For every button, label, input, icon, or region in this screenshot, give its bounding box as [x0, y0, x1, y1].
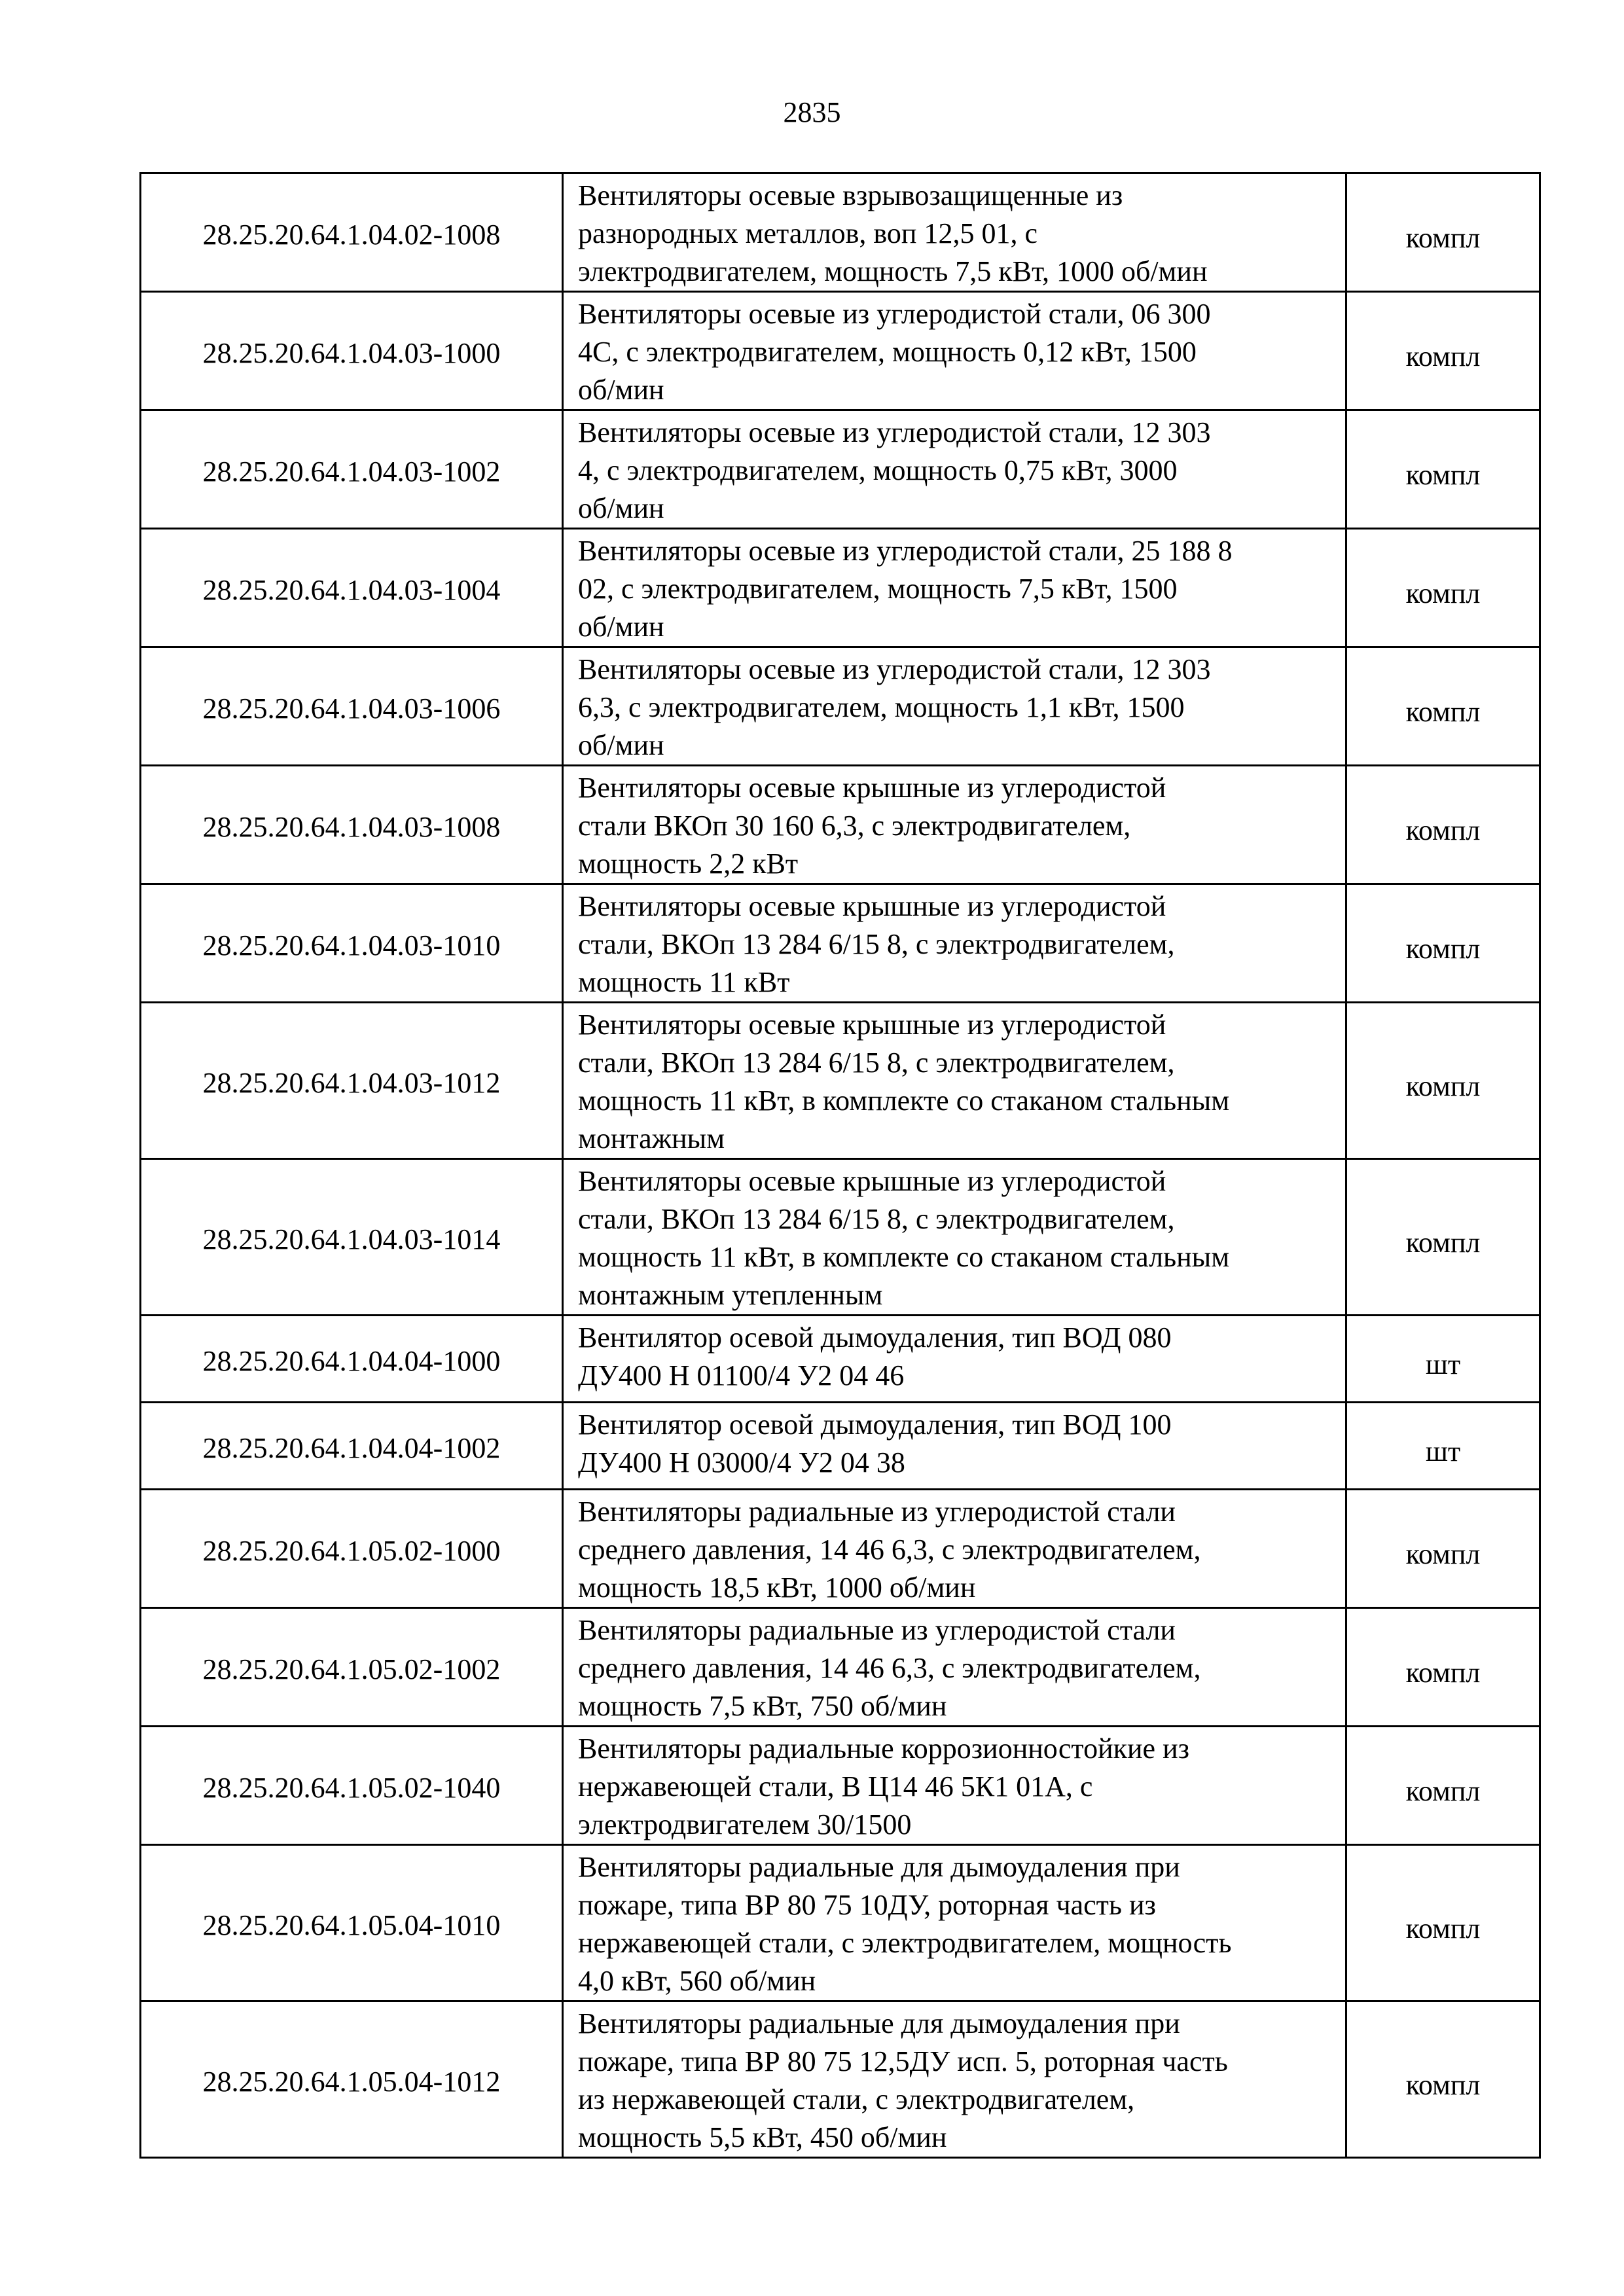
table-row [141, 529, 1540, 647]
resource-description [563, 1727, 1346, 1845]
table-row [141, 1159, 1540, 1316]
description-line: среднего давления, 14 46 6,3, с электродвигателем, [578, 1534, 1201, 1566]
description-line: пожаре, типа ВР 80 75 12,5ДУ исп. 5, роторная часть [578, 2045, 1228, 2077]
description-line: ДУ400 Н 03000/4 У2 04 38 [578, 1446, 905, 1479]
table-row [141, 1403, 1540, 1490]
resource-description [563, 2001, 1346, 2158]
description-line: 4,0 кВт, 560 об/мин [578, 1965, 816, 1997]
resource-description [563, 1845, 1346, 2001]
resource-code: 28.25.20.64.1.04.03-1014 [141, 1159, 563, 1316]
description-line: стали ВКОп 30 160 6,3, с электродвигателем, [578, 810, 1131, 842]
unit-of-measure: компл [1346, 1727, 1540, 1845]
description-line: электродвигателем 30/1500 [578, 1808, 912, 1840]
resource-description [563, 529, 1346, 647]
table-row [141, 647, 1540, 766]
table-row [141, 1845, 1540, 2001]
resource-description [563, 410, 1346, 529]
table-row [141, 292, 1540, 410]
unit-of-measure: компл [1346, 884, 1540, 1003]
resource-code: 28.25.20.64.1.04.03-1008 [141, 766, 563, 884]
description-line: Вентиляторы радиальные для дымоудаления при [578, 2007, 1180, 2039]
table-row [141, 1608, 1540, 1727]
description-line: Вентиляторы осевые из углеродистой стали, 25 188 8 [578, 535, 1233, 567]
table-row [141, 173, 1540, 292]
resource-code: 28.25.20.64.1.05.02-1040 [141, 1727, 563, 1845]
description-line: 4, с электродвигателем, мощность 0,75 кВт, 3000 [578, 454, 1178, 486]
resource-code: 28.25.20.64.1.04.03-1002 [141, 410, 563, 529]
resource-code: 28.25.20.64.1.04.04-1000 [141, 1316, 563, 1403]
resource-description [563, 1490, 1346, 1608]
table-row [141, 1003, 1540, 1159]
description-line: Вентиляторы радиальные из углеродистой стали [578, 1496, 1176, 1528]
unit-of-measure: шт [1346, 1316, 1540, 1403]
page-number: 2835 [783, 96, 841, 128]
description-line: Вентилятор осевой дымоудаления, тип ВОД 100 [578, 1408, 1172, 1441]
description-line: мощность 11 кВт [578, 966, 790, 998]
description-line: Вентиляторы осевые крышные из углеродистой [578, 1009, 1166, 1041]
table-row [141, 1316, 1540, 1403]
price-table [139, 172, 1541, 2159]
resource-description [563, 1608, 1346, 1727]
description-line: Вентиляторы осевые из углеродистой стали, 12 303 [578, 653, 1211, 685]
table-row [141, 1490, 1540, 1608]
description-line: разнородных металлов, воп 12,5 01, с [578, 217, 1038, 249]
unit-of-measure: компл [1346, 766, 1540, 884]
description-line: стали, ВКОп 13 284 6/15 8, с электродвигателем, [578, 928, 1175, 960]
unit-of-measure: компл [1346, 2001, 1540, 2158]
resource-code: 28.25.20.64.1.04.03-1000 [141, 292, 563, 410]
table-row [141, 884, 1540, 1003]
description-line: об/мин [578, 729, 664, 761]
description-line: Вентиляторы осевые крышные из углеродистой [578, 772, 1166, 804]
description-line: Вентиляторы радиальные из углеродистой стали [578, 1614, 1176, 1646]
description-line: Вентиляторы осевые крышные из углеродистой [578, 890, 1166, 922]
resource-code: 28.25.20.64.1.05.04-1010 [141, 1845, 563, 2001]
description-line: среднего давления, 14 46 6,3, с электродвигателем, [578, 1652, 1201, 1684]
unit-of-measure: компл [1346, 1608, 1540, 1727]
unit-of-measure: компл [1346, 529, 1540, 647]
unit-of-measure: компл [1346, 410, 1540, 529]
description-line: мощность 7,5 кВт, 750 об/мин [578, 1690, 947, 1722]
unit-of-measure: компл [1346, 292, 1540, 410]
description-line: мощность 11 кВт, в комплекте со стаканом стальным [578, 1085, 1230, 1117]
resource-description [563, 1003, 1346, 1159]
unit-of-measure: компл [1346, 647, 1540, 766]
description-line: 4С, с электродвигателем, мощность 0,12 кВт, 1500 [578, 336, 1197, 368]
resource-code: 28.25.20.64.1.04.03-1012 [141, 1003, 563, 1159]
description-line: Вентиляторы радиальные коррозионностойкие из [578, 1732, 1190, 1765]
description-line: 6,3, с электродвигателем, мощность 1,1 кВт, 1500 [578, 691, 1185, 723]
description-line: Вентиляторы осевые крышные из углеродистой [578, 1165, 1166, 1197]
table-row [141, 410, 1540, 529]
description-line: Вентиляторы осевые из углеродистой стали, 12 303 [578, 416, 1211, 448]
description-line: Вентиляторы радиальные для дымоудаления при [578, 1851, 1180, 1883]
resource-code: 28.25.20.64.1.05.04-1012 [141, 2001, 563, 2158]
description-line: нержавеющей стали, В Ц14 46 5К1 01А, с [578, 1770, 1093, 1803]
resource-code: 28.25.20.64.1.04.03-1004 [141, 529, 563, 647]
description-line: мощность 18,5 кВт, 1000 об/мин [578, 1571, 976, 1604]
resource-code: 28.25.20.64.1.04.02-1008 [141, 173, 563, 292]
resource-code: 28.25.20.64.1.05.02-1000 [141, 1490, 563, 1608]
table-row [141, 766, 1540, 884]
description-line: стали, ВКОп 13 284 6/15 8, с электродвигателем, [578, 1047, 1175, 1079]
description-line: монтажным [578, 1122, 725, 1155]
description-line: монтажным утепленным [578, 1279, 883, 1311]
unit-of-measure: компл [1346, 1845, 1540, 2001]
description-line: об/мин [578, 374, 664, 406]
resource-code: 28.25.20.64.1.04.03-1010 [141, 884, 563, 1003]
resource-code: 28.25.20.64.1.04.03-1006 [141, 647, 563, 766]
description-line: электродвигателем, мощность 7,5 кВт, 1000 об/мин [578, 255, 1208, 287]
table-body [141, 173, 1540, 2158]
description-line: Вентиляторы осевые из углеродистой стали, 06 300 [578, 298, 1211, 330]
unit-of-measure: компл [1346, 1490, 1540, 1608]
description-line: нержавеющей стали, с электродвигателем, мощность [578, 1927, 1232, 1959]
table-row [141, 1727, 1540, 1845]
resource-code: 28.25.20.64.1.04.04-1002 [141, 1403, 563, 1490]
unit-of-measure: компл [1346, 173, 1540, 292]
description-line: об/мин [578, 492, 664, 524]
description-line: мощность 5,5 кВт, 450 об/мин [578, 2121, 947, 2153]
description-line: об/мин [578, 611, 664, 643]
description-line: Вентилятор осевой дымоудаления, тип ВОД 080 [578, 1321, 1172, 1354]
resource-code: 28.25.20.64.1.05.02-1002 [141, 1608, 563, 1727]
description-line: ДУ400 Н 01100/4 У2 04 46 [578, 1359, 905, 1391]
resource-description [563, 766, 1346, 884]
unit-of-measure: компл [1346, 1159, 1540, 1316]
description-line: Вентиляторы осевые взрывозащищенные из [578, 179, 1123, 211]
resource-description [563, 1403, 1346, 1490]
resource-description [563, 884, 1346, 1003]
description-line: мощность 2,2 кВт [578, 848, 799, 880]
resource-description [563, 1316, 1346, 1403]
resource-description [563, 1159, 1346, 1316]
unit-of-measure: компл [1346, 1003, 1540, 1159]
description-line: из нержавеющей стали, с электродвигателем, [578, 2083, 1135, 2115]
table-row [141, 2001, 1540, 2158]
resource-description [563, 173, 1346, 292]
description-line: пожаре, типа ВР 80 75 10ДУ, роторная часть из [578, 1889, 1156, 1921]
description-line: 02, с электродвигателем, мощность 7,5 кВт, 1500 [578, 573, 1178, 605]
unit-of-measure: шт [1346, 1403, 1540, 1490]
resource-description [563, 292, 1346, 410]
description-line: стали, ВКОп 13 284 6/15 8, с электродвигателем, [578, 1203, 1175, 1235]
description-line: мощность 11 кВт, в комплекте со стаканом стальным [578, 1241, 1230, 1273]
resource-description [563, 647, 1346, 766]
